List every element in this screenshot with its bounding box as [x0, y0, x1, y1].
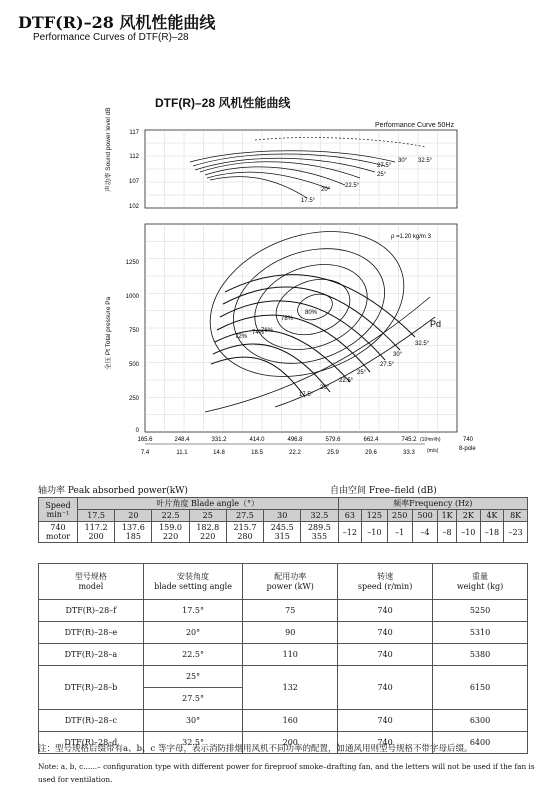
angle-cell: 30 [264, 510, 301, 522]
angle-cell: 20° [143, 622, 243, 644]
freq-cell: 8K [504, 510, 528, 522]
power-value: 215.7 [233, 523, 257, 532]
pressure-tick: 500 [128, 362, 139, 368]
speed-cell: 740 [338, 666, 433, 710]
table-row [39, 622, 528, 644]
flow-tick: 248.4 [174, 437, 190, 443]
db-value: –23 [504, 522, 528, 543]
blade-label: 22.5° [339, 378, 354, 384]
eff-label: 80% [305, 310, 318, 316]
freq-cell: 500 [412, 510, 437, 522]
speed-unit: (m/s) [427, 448, 439, 454]
db-value: –8 [438, 522, 457, 543]
motor-value: 355 [311, 532, 328, 541]
density-label: ρ =1.20 kg/m 3 [391, 234, 431, 240]
speed-header: Speed [45, 500, 71, 510]
db-value: –4 [412, 522, 437, 543]
angle-cell: 25 [189, 510, 226, 522]
h-speed-cn: 转速 [377, 571, 394, 581]
note-chinese: 注：型号规格后缀带有a、b、c 等字母，表示消防排烟用风机不同功率的配置，如通风用则型号规格不带字母后缀。 [38, 744, 473, 754]
weight-cell: 6300 [433, 710, 528, 732]
blade-label: 20° [320, 385, 330, 391]
motor-value: 220 [162, 532, 179, 541]
power-cell: 160 [243, 710, 338, 732]
model-cell: DTF(R)–28–d [39, 732, 144, 754]
speed-cell: 740 [338, 644, 433, 666]
blade-label: 25° [357, 370, 367, 376]
flow-tick: 579.6 [325, 437, 341, 443]
blade-label: 17.5° [301, 198, 316, 204]
blade-label: 32.5° [418, 158, 433, 164]
performance-label: Performance Curve 50Hz [375, 122, 454, 129]
angle-cell: 32.5° [143, 732, 243, 754]
sound-tick: 117 [129, 130, 139, 136]
speed-tick: 33.3 [403, 450, 415, 456]
power-cell: 110 [243, 644, 338, 666]
speed-tick: 14.8 [213, 450, 225, 456]
eff-label: 74% [252, 330, 265, 336]
speed-tick: 25.9 [327, 450, 339, 456]
flow-tick: 745.2 [401, 437, 417, 443]
freq-cell: 250 [387, 510, 412, 522]
h-speed-en: speed (r/min) [357, 581, 413, 591]
pressure-tick: 750 [128, 328, 139, 334]
blade-header: 叶片角度 Blade angle（°） [78, 498, 339, 510]
model-cell: DTF(R)–28–b [39, 666, 144, 710]
h-angle-cn: 安装角度 [177, 571, 210, 581]
power-value: 137.6 [121, 523, 145, 532]
page-title: DTF(R)–28 风机性能曲线 [18, 13, 216, 32]
blade-label: 27.5° [380, 362, 395, 368]
sound-ylabel: 声功率 Sound power level dB [105, 107, 112, 192]
h-power-en: power (kW) [266, 581, 314, 591]
blade-label: 30° [393, 352, 403, 358]
blade-label: 32.5° [415, 341, 430, 347]
db-value: –18 [480, 522, 504, 543]
pressure-tick: 1000 [125, 294, 139, 300]
weight-cell: 6150 [433, 666, 528, 710]
flow-tick: 662.4 [363, 437, 379, 443]
power-cell: 200 [243, 732, 338, 754]
h-model-en: model [78, 581, 104, 591]
note-english: Note: a, b, c......– configuration type with different power for fireproof smoke–drafting fan, and the letters will not be used if the fan is used for ventilation. [38, 762, 535, 784]
h-weight-cn: 重量 [472, 571, 489, 581]
freq-cell: 125 [362, 510, 387, 522]
angle-cell: 25° [143, 666, 243, 688]
row-speed: 740 [50, 523, 66, 532]
weight-cell: 5380 [433, 644, 528, 666]
motor-value: 185 [125, 532, 141, 541]
sound-tick: 107 [128, 179, 139, 185]
eff-label: 76% [261, 328, 274, 334]
speed-tick: 11.1 [176, 450, 188, 456]
speed-cell: 740 [338, 710, 433, 732]
blade-label: 30° [398, 158, 408, 164]
blade-label: 17.5° [299, 392, 314, 398]
weight-cell: 5310 [433, 622, 528, 644]
blade-label: 25° [377, 172, 387, 178]
row-motor: motor [45, 532, 71, 541]
power-value: 117.2 [84, 523, 108, 532]
model-cell: DTF(R)–28–e [39, 622, 144, 644]
table-row [39, 666, 528, 688]
model-cell: DTF(R)–28–a [39, 644, 144, 666]
pressure-ylabel: 全压 Pt Total pressure Pa [105, 296, 112, 370]
sound-tick: 112 [129, 154, 139, 160]
freefield-caption: 自由空间 Free–field (dB) [330, 486, 437, 496]
freq-header: 频率Frequency (Hz) [338, 498, 527, 510]
motor-value: 280 [237, 532, 253, 541]
h-model-cn: 型号规格 [74, 571, 107, 581]
model-table [38, 563, 528, 754]
weight-cell: 6400 [433, 732, 528, 754]
freq-cell: 2K [457, 510, 481, 522]
sound-tick: 102 [128, 204, 139, 210]
angle-cell: 20 [115, 510, 152, 522]
rpm-label: 740 [463, 437, 474, 443]
eff-label: 78% [281, 316, 294, 322]
db-value: –10 [362, 522, 387, 543]
db-value: –10 [457, 522, 481, 543]
h-weight-en: weight (kg) [456, 581, 504, 591]
angle-cell: 30° [143, 710, 243, 732]
pole-label: 8-pole [459, 446, 476, 452]
freq-cell: 1K [438, 510, 457, 522]
power-value: 182.8 [196, 523, 220, 532]
speed-tick: 29.6 [365, 450, 377, 456]
performance-chart [95, 92, 490, 462]
motor-value: 200 [88, 532, 104, 541]
blade-label: 27.5° [377, 163, 392, 169]
power-cell: 75 [243, 600, 338, 622]
flow-tick: 165.6 [137, 437, 153, 443]
db-value: –12 [338, 522, 362, 543]
angle-cell: 22.5° [143, 644, 243, 666]
table-row [39, 710, 528, 732]
angle-cell: 22.5 [152, 510, 189, 522]
power-cell: 90 [243, 622, 338, 644]
angle-cell: 17.5° [143, 600, 243, 622]
pressure-tick: 0 [135, 428, 139, 434]
flow-tick: 331.2 [211, 437, 227, 443]
power-value: 289.5 [307, 523, 331, 532]
flow-tick: 496.8 [287, 437, 303, 443]
speed-tick: 22.2 [289, 450, 301, 456]
model-cell: DTF(R)–28–f [39, 600, 144, 622]
power-sound-table [38, 497, 528, 543]
table-row [39, 600, 528, 622]
pressure-tick: 1250 [125, 260, 139, 266]
page-subtitle: Performance Curves of DTF(R)–28 [33, 32, 189, 43]
power-value: 159.0 [159, 523, 182, 532]
speed-tick: 18.5 [251, 450, 263, 456]
eff-label: 72% [235, 334, 248, 340]
h-angle-en: blade setting angle [154, 581, 232, 591]
power-value: 245.5 [270, 523, 294, 532]
chart-svg [95, 92, 490, 462]
h-power-cn: 配用功率 [274, 571, 307, 581]
angle-cell: 32.5 [301, 510, 338, 522]
speed-cell: 740 [338, 600, 433, 622]
blade-label: 22.5° [345, 183, 360, 189]
power-cell: 132 [243, 666, 338, 710]
motor-value: 220 [200, 532, 216, 541]
power-caption: 轴功率 Peak absorbed power(kW) [38, 486, 188, 496]
flow-tick: 414.0 [249, 437, 265, 443]
speed-unit: min⁻¹ [46, 509, 70, 519]
angle-cell: 27.5° [143, 688, 243, 710]
speed-tick: 7.4 [140, 450, 150, 456]
motor-value: 315 [274, 532, 290, 541]
db-value: –1 [387, 522, 412, 543]
freq-cell: 4K [480, 510, 504, 522]
table-row [39, 644, 528, 666]
model-cell: DTF(R)–28–c [39, 710, 144, 732]
chart-title: DTF(R)–28 风机性能曲线 [155, 96, 291, 110]
speed-cell: 740 [338, 732, 433, 754]
blade-label: 20° [321, 187, 331, 193]
pd-label: Pd [430, 319, 442, 329]
pressure-tick: 250 [128, 396, 139, 402]
freq-cell: 63 [338, 510, 362, 522]
flow-unit: (10³m³/h) [420, 437, 441, 443]
angle-cell: 17.5 [78, 510, 115, 522]
angle-cell: 27.5 [226, 510, 263, 522]
weight-cell: 5250 [433, 600, 528, 622]
speed-cell: 740 [338, 622, 433, 644]
